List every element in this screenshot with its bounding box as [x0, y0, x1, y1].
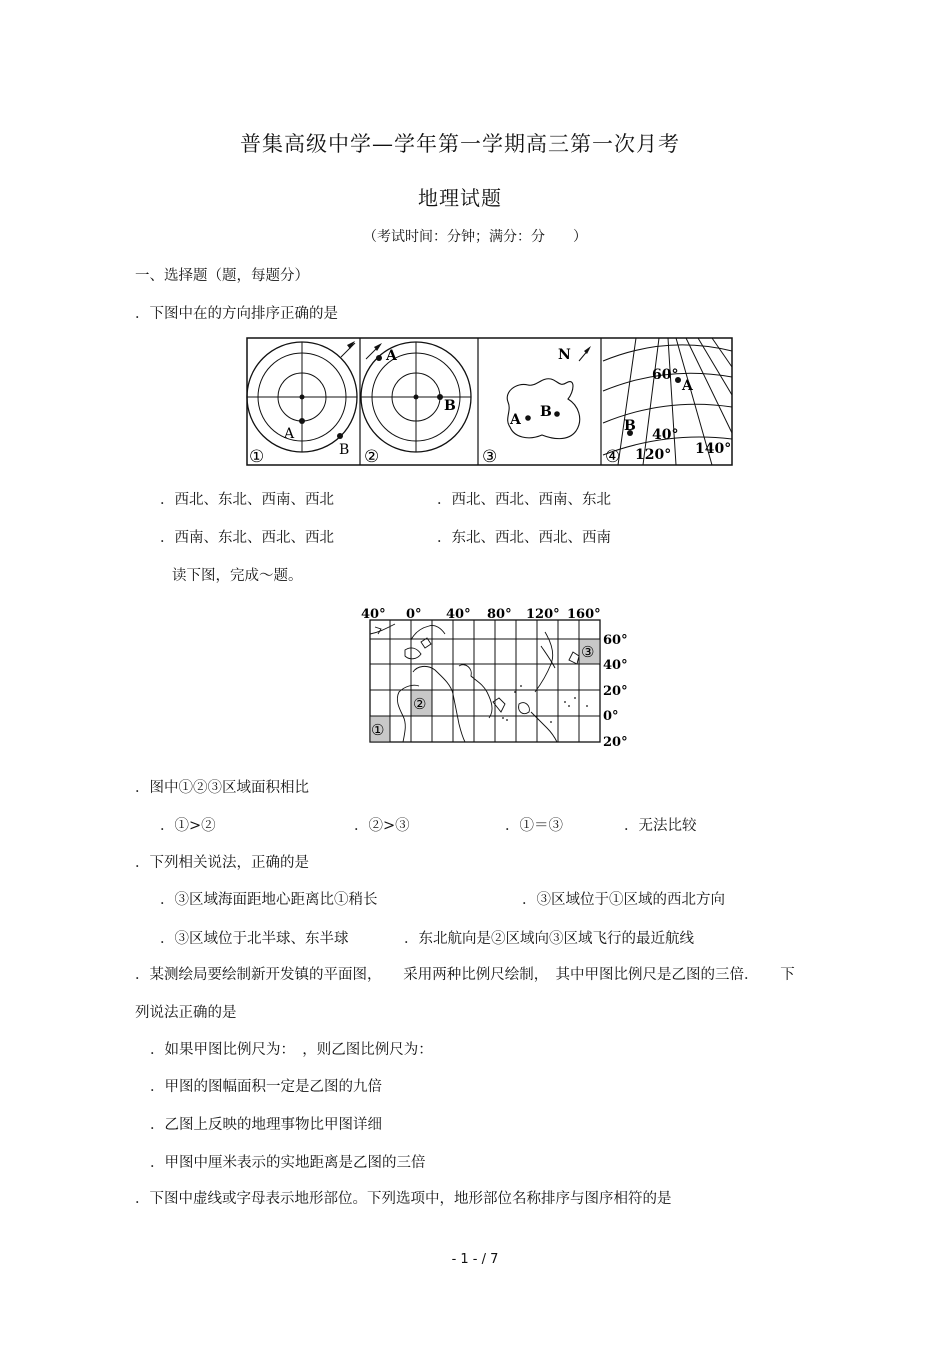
panel-4-label-b: B [624, 418, 636, 434]
map-grid-lines [370, 620, 600, 742]
subject-title: 地理试题 [418, 186, 502, 210]
world-grid-map-svg [355, 602, 630, 752]
section-heading: 一、选择题（题，每题分） [135, 268, 309, 284]
panel-1-polar-grid [247, 341, 357, 452]
question-4-stem-line2: 列说法正确的是 [135, 1005, 237, 1021]
world-grid-map [355, 602, 630, 752]
q2-option-a: ．①>② [160, 818, 216, 834]
question-4-stem-line1: ．某测绘局要绘制新开发镇的平面图， 采用两种比例尺绘制， 其中甲图比例尺是乙图的三倍． 下 [135, 967, 795, 983]
map-islands-dots [502, 685, 588, 723]
question-1-stem: ．下图中在的方向排序正确的是 [135, 306, 338, 322]
region-1-label: ① [371, 721, 385, 739]
question-2-stem: ．图中①②③区域面积相比 [135, 780, 309, 796]
region-2-label: ② [413, 695, 427, 713]
exam-info: （考试时间：分钟；满分：分 ） [363, 229, 587, 245]
panel-4-deg-40: 40° [652, 427, 679, 443]
q1-option-b: ．西北、西北、西南、东北 [437, 492, 611, 508]
q3-option-b: ．③区域位于①区域的西北方向 [522, 892, 725, 908]
panel-3-number: ③ [482, 447, 498, 467]
q1-option-c: ．西南、东北、西北、西北 [160, 530, 334, 546]
panel-2-label-a: A [386, 348, 397, 364]
q2-option-d: ．无法比较 [624, 818, 697, 834]
map-top-label-4: 80° [487, 607, 512, 622]
map-right-label-5: 20° [603, 735, 628, 750]
panel-4-deg-60: 60° [652, 367, 679, 383]
panel-4-deg-120: 120° [635, 447, 672, 463]
q4-option-d: ．甲图中厘米表示的实地距离是乙图的三倍 [150, 1155, 426, 1171]
q4-option-c: ．乙图上反映的地理事物比甲图详细 [150, 1117, 382, 1133]
panel-1-label-b: B [339, 442, 350, 458]
panel-4-deg-140: 140° [695, 441, 732, 457]
q2-option-b: ．②>③ [354, 818, 410, 834]
q4-option-a: ．如果甲图比例尺为： ，则乙图比例尺为： [150, 1042, 433, 1058]
map-top-label-2: 0° [406, 607, 422, 622]
panel-3-label-b: B [540, 404, 552, 420]
panel-1-label-a: A [284, 426, 295, 442]
map-top-label-3: 40° [446, 607, 471, 622]
question-5-stem: ．下图中虚线或字母表示地形部位。下列选项中，地形部位名称排序与图序相符的是 [135, 1191, 672, 1207]
map-top-label-6: 160° [567, 607, 601, 622]
map-top-label-1: 40° [361, 607, 386, 622]
q4-option-b: ．甲图的图幅面积一定是乙图的九倍 [150, 1079, 382, 1095]
region-3-label: ③ [581, 643, 595, 661]
panel-2-polar-grid [361, 342, 471, 452]
direction-figure [246, 337, 734, 467]
map-right-label-3: 20° [603, 684, 628, 699]
q1-option-a: ．西北、东北、西南、西北 [160, 492, 334, 508]
q3-option-c: ．③区域位于北半球、东半球 [160, 931, 349, 947]
q2-option-c: ．①＝③ [505, 818, 563, 834]
q3-option-d: ．东北航向是②区域向③区域飞行的最近航线 [404, 931, 694, 947]
read-prompt: 读下图，完成～题。 [172, 568, 303, 584]
panel-3-label-n: N [558, 347, 571, 363]
panel-4-label-a: A [682, 378, 693, 394]
question-3-stem: ．下列相关说法，正确的是 [135, 855, 309, 871]
panel-4-number: ④ [605, 447, 621, 467]
page-title: 普集高级中学—学年第一学期高三第一次月考 [240, 132, 680, 156]
panel-2-number: ② [364, 447, 380, 467]
panel-3-label-a: A [510, 412, 521, 428]
q1-option-d: ．东北、西北、西北、西南 [437, 530, 611, 546]
direction-figure-svg [246, 337, 734, 467]
page-number: - 1 - / 7 [451, 1252, 499, 1267]
map-top-label-5: 120° [526, 607, 560, 622]
map-right-label-4: 0° [603, 709, 619, 724]
map-right-label-1: 60° [603, 633, 628, 648]
panel-1-number: ① [249, 447, 265, 467]
map-right-label-2: 40° [603, 658, 628, 673]
panel-2-label-b: B [444, 398, 456, 414]
q3-option-a: ．③区域海面距地心距离比①稍长 [160, 892, 378, 908]
